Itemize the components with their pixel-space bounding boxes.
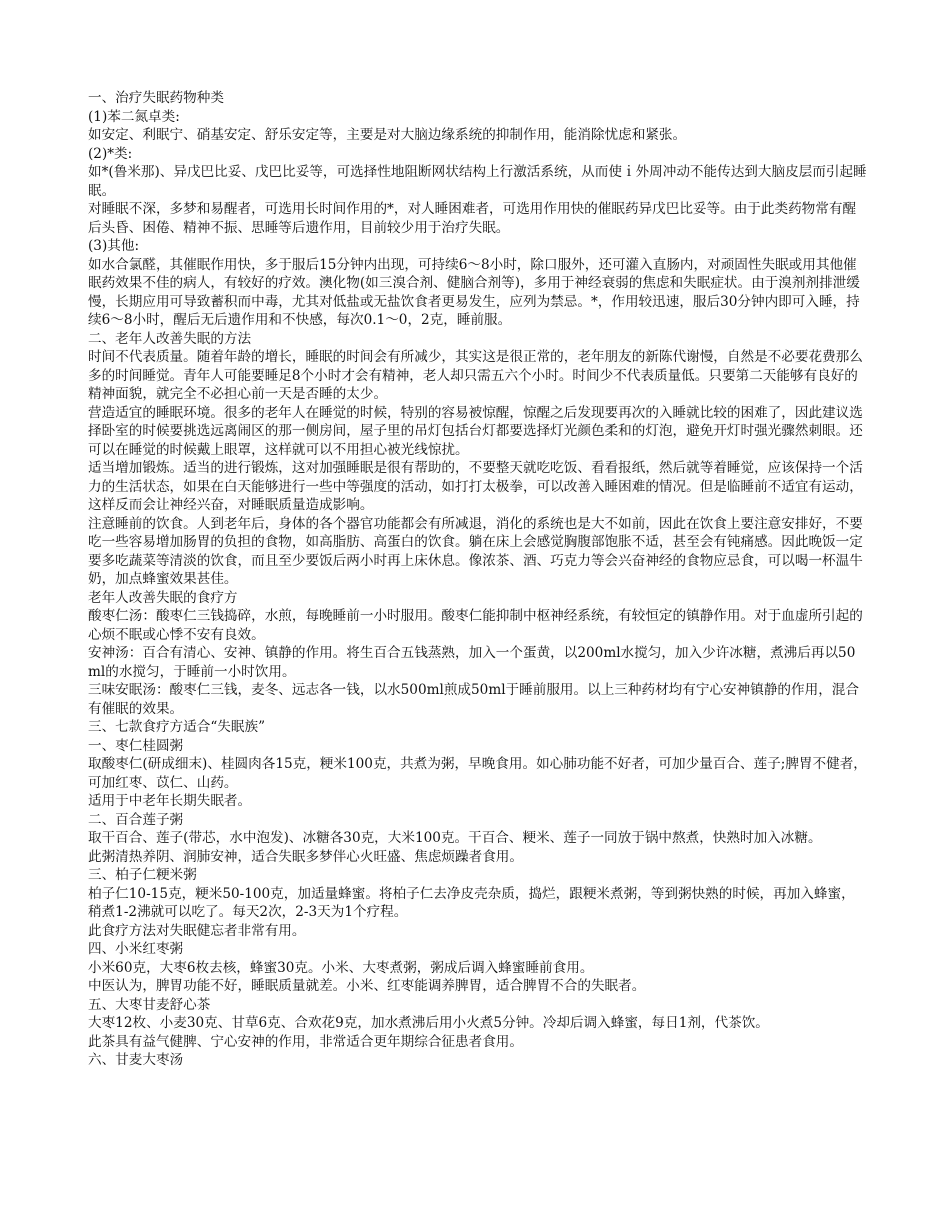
text-line: 三味安眠汤：酸枣仁三钱，麦冬、远志各一钱，以水500ml煎成50ml于睡前服用。以上三种药材均有宁心安神镇静的作用，混合有催眠的效果。 [88,682,859,717]
text-line: 时间不代表质量。随着年龄的增长，睡眠的时间会有所减少，其实这是很正常的，老年朋友的新陈代谢慢，自然是不必要花费那么多的时间睡觉。青年人可能要睡足8个小时才会有精神，老人却只需五六个小时。时间少不代表质量低。只要第二天能够有良好的精神面貌，就完全不必担心前一天是否睡的太少。 [88,349,863,402]
text-line: 此茶具有益气健脾、宁心安神的作用，非常适合更年期综合征患者食用。 [88,1033,523,1050]
document-body [88,89,868,1070]
text-line: 对睡眠不深，多梦和易醒者，可选用长时间作用的*，对人睡困难者，可选用作用快的催眠药异戊巴比妥等。由于此类药物常有醒后头昏、困倦、精神不振、思睡等后遗作用，目前较少用于治疗失眠。 [88,201,857,236]
text-line: 适用于中老年长期失眠者。 [88,793,252,809]
text-line: 小米60克，大枣6枚去核，蜂蜜30克。小米、大枣煮粥，粥成后调入蜂蜜睡前食用。 [88,959,594,976]
text-line: 此粥清热养阴、润肺安神，适合失眠多梦伴心火旺盛、焦虑烦躁者食用。 [88,848,523,865]
text-line: 取酸枣仁(研成细末)、桂圆肉各15克，粳米100克，共煮为粥，早晚食用。如心肺功能不好者，可加少量百合、莲子;脾胃不健者，可加红枣、苡仁、山药。 [88,756,867,791]
text-line: 四、小米红枣粥 [88,941,184,957]
text-line: 三、七款食疗方适合“失眠族” [88,719,266,735]
text-line: 注意睡前的饮食。人到老年后，身体的各个器官功能都会有所减退，消化的系统也是大不如前，因此在饮食上要注意安排好，不要吃一些容易增加肠胃的负担的食物，如高脂肪、高蛋白的饮食。躺在床上会感觉胸腹部饱胀不适，甚至会有钝痛感。因此晚饭一定要多吃蔬菜等清淡的饮食，而且至少要饭后两小时再上床休息。像浓茶、酒、巧克力等会兴奋神经的食物应忌食，可以喝一杯温牛奶，加点蜂蜜效果甚佳。 [88,515,863,587]
text-line: 一、枣仁桂圆粥 [88,737,184,754]
text-line: 如水合氯醛，其催眠作用快，多于服后15分钟内出现，可持续6～8小时，除口服外，还可灌入直肠内，对顽固性失眠或用其他催眠药效果不佳的病人，有较好的疗效。澳化物(如三溴合剂、健脑合剂等)，多用于神经衰弱的焦虑和失眠症状。由于溴剂剂排泄缓慢，长期应用可导致蓄积而中毒，尤其对低盐或无盐饮食者更易发生，应列为禁忌。*，作用较迅速，服后30分钟内即可入睡，持续6～8小时，醒后无后遗作用和不快感，每次0.1～0，2克，睡前服。 [88,256,860,328]
text-line: (3)其他: [88,238,140,254]
text-line: 二、百合莲子粥 [88,811,184,828]
text-line: 适当增加锻炼。适当的进行锻炼，这对加强睡眠是很有帮助的，不要整天就吃吃饭、看看报纸，然后就等着睡觉，应该保持一个活力的生活状态，如果在白天能够进行一些中等强度的活动，如打打太极拳，可以改善入睡困难的情况。但是临睡前不适宜有运动，这样反而会让神经兴奋，对睡眠质量造成影响。 [88,460,863,513]
text-line: (2)*类: [88,145,133,162]
text-line: 老年人改善失眠的食疗方 [88,589,238,606]
text-line: 如安定、利眠宁、硝基安定、舒乐安定等，主要是对大脑边缘系统的抑制作用，能消除忧虑和紧张。 [88,127,687,143]
text-line: 一、治疗失眠药物种类 [88,90,224,106]
text-line: 如*(鲁米那)、异戊巴比妥、戊巴比妥等，可选择性地阻断网状结构上行激活系统，从而使ｉ外周冲动不能传达到大脑皮层而引起睡眠。 [88,164,867,199]
text-line: 六、甘麦大枣汤 [88,1052,184,1068]
text-line: 大枣12枚、小麦30克、甘草6克、合欢花9克，加水煮沸后用小火煮5分钟。冷却后调入蜂蜜，每日1剂，代茶饮。 [88,1015,769,1031]
text-line: 营造适宜的睡眠环境。很多的老年人在睡觉的时候，特别的容易被惊醒，惊醒之后发现要再次的入睡就比较的困难了，因此建议选择卧室的时候要挑选远离闹区的那一侧房间，屋子里的吊灯包括台灯都要选择灯光颜色柔和的灯泡，避免开灯时强光骤然刺眼。还可以在睡觉的时候戴上眼罩，这样就可以不用担心被光线惊扰。 [88,404,863,458]
text-line: (1)苯二氮卓类: [88,108,180,125]
text-line: 柏子仁10-15克，粳米50-100克，加适量蜂蜜。将柏子仁去净皮壳杂质，捣烂，跟粳米煮粥，等到粥快熟的时候，再加入蜂蜜，稍煮1-2沸就可以吃了。每天2次，2-3天为1个疗程。 [88,885,855,920]
text-line: 五、大枣甘麦舒心茶 [88,996,211,1013]
text-line: 酸枣仁汤：酸枣仁三钱捣碎，水煎，每晚睡前一小时服用。酸枣仁能抑制中枢神经系统，有较恒定的镇静作用。对于血虚所引起的心烦不眠或心悸不安有良效。 [88,608,863,643]
text-line: 安神汤：百合有清心、安神、镇静的作用。将生百合五钱蒸熟，加入一个蛋黄，以200ml水搅匀，加入少许冰糖，煮沸后再以50ml的水搅匀，于睡前一小时饮用。 [88,645,856,680]
text-line: 三、柏子仁粳米粥 [88,867,197,883]
text-line: 二、老年人改善失眠的方法 [88,330,252,347]
text-line: 取干百合、莲子(带芯，水中泡发)、冰糖各30克，大米100克。干百合、粳米、莲子一同放于锅中熬煮，快熟时加入冰糖。 [88,830,822,846]
text-line: 中医认为，脾胃功能不好，睡眠质量就差。小米、红枣能调养脾胃，适合脾胃不合的失眠者。 [88,978,646,994]
text-line: 此食疗方法对失眠健忘者非常有用。 [88,922,306,939]
